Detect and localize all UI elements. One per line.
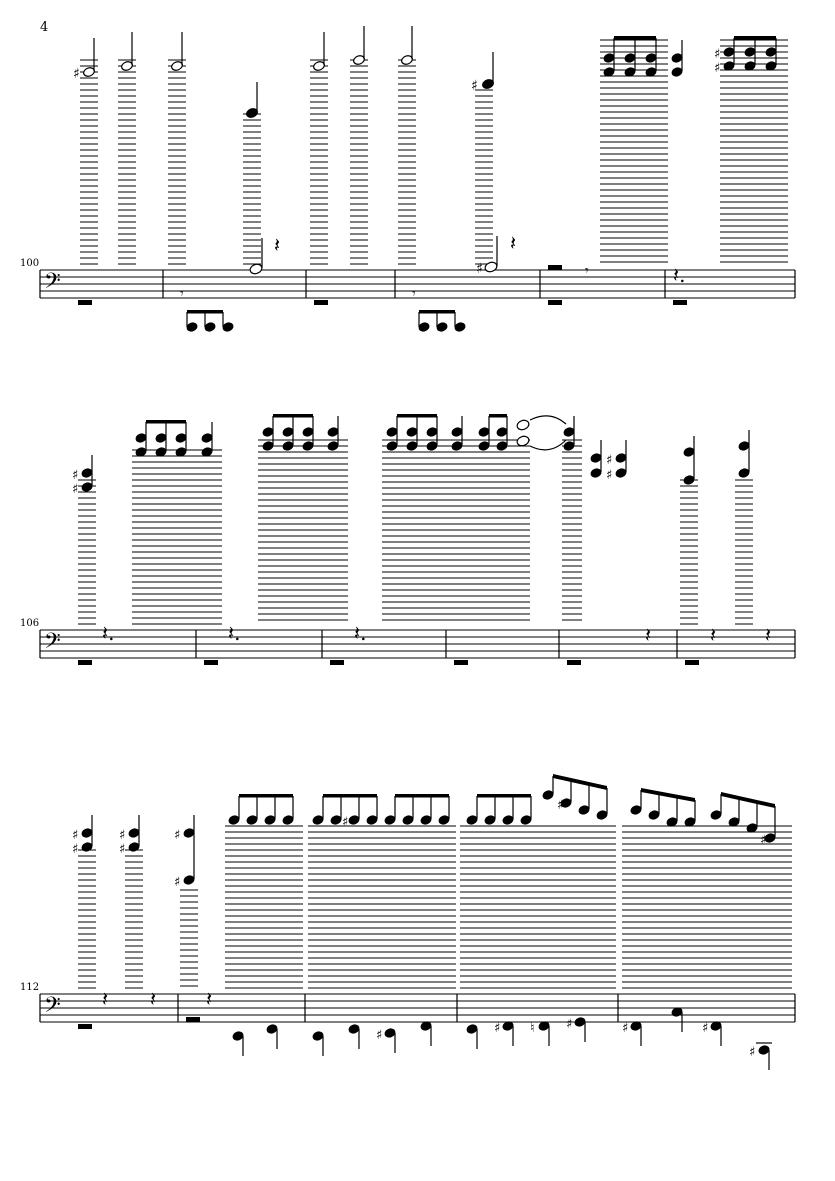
svg-text:♯: ♯ (494, 1021, 501, 1036)
ledger-lines-system-3 (78, 826, 792, 988)
svg-text:♯: ♯ (714, 47, 721, 62)
svg-text:𝄽.: 𝄽. (354, 621, 367, 645)
svg-text:𝄾: 𝄾 (412, 286, 416, 302)
bass-clef-icon: 𝄢 (44, 269, 61, 299)
svg-text:𝄽: 𝄽 (150, 987, 157, 1011)
svg-text:𝄽: 𝄽 (645, 623, 652, 647)
svg-text:♯: ♯ (119, 828, 126, 843)
svg-text:♮: ♮ (530, 1021, 535, 1036)
svg-text:𝄽: 𝄽 (510, 231, 517, 255)
svg-text:𝄽.: 𝄽. (228, 621, 241, 645)
bass-clef-icon: 𝄢 (44, 629, 61, 659)
bass-clef-icon: 𝄢 (44, 993, 61, 1023)
svg-text:𝄽: 𝄽 (765, 623, 772, 647)
svg-text:𝄾: 𝄾 (585, 263, 589, 279)
svg-text:𝄾: 𝄾 (180, 286, 184, 302)
svg-text:♯: ♯ (119, 842, 126, 857)
measure-number-system-2: 106 (20, 618, 40, 629)
svg-text:♯: ♯ (342, 815, 349, 830)
measure-number-system-1: 100 (20, 258, 40, 269)
svg-text:♯: ♯ (566, 1017, 573, 1032)
ledger-lines-system-2 (78, 440, 753, 624)
system-2 (20, 414, 795, 665)
svg-text:𝄽: 𝄽 (102, 987, 109, 1011)
svg-text:♯: ♯ (760, 833, 767, 848)
svg-text:♯: ♯ (73, 66, 80, 82)
svg-text:♯: ♯ (702, 1021, 709, 1036)
svg-text:𝄽: 𝄽 (710, 623, 717, 647)
svg-text:𝄽.: 𝄽. (673, 263, 686, 287)
svg-text:♯: ♯ (606, 453, 613, 468)
system-3 (20, 774, 795, 1070)
ledger-lines-system-1 (80, 40, 788, 264)
staff-lines-system-2 (40, 630, 795, 658)
system-1 (20, 26, 795, 332)
svg-text:♯: ♯ (72, 842, 79, 857)
svg-text:♯: ♯ (476, 261, 483, 277)
svg-text:𝄽: 𝄽 (274, 233, 281, 257)
svg-text:♯: ♯ (72, 468, 79, 483)
svg-text:♯: ♯ (174, 875, 181, 890)
svg-text:♯: ♯ (557, 798, 564, 813)
svg-text:♯: ♯ (606, 468, 613, 483)
svg-text:♯: ♯ (174, 828, 181, 843)
svg-text:𝄽.: 𝄽. (102, 621, 115, 645)
svg-text:♯: ♯ (714, 61, 721, 76)
page-number: 4 (40, 20, 49, 35)
svg-text:♯: ♯ (72, 482, 79, 497)
measure-number-system-3: 112 (20, 982, 40, 993)
svg-text:𝄽: 𝄽 (206, 987, 213, 1011)
svg-text:♯: ♯ (749, 1045, 756, 1060)
svg-text:♯: ♯ (72, 828, 79, 843)
svg-text:♯: ♯ (376, 1028, 383, 1043)
svg-text:♯: ♯ (622, 1021, 629, 1036)
svg-text:♯: ♯ (471, 78, 478, 94)
